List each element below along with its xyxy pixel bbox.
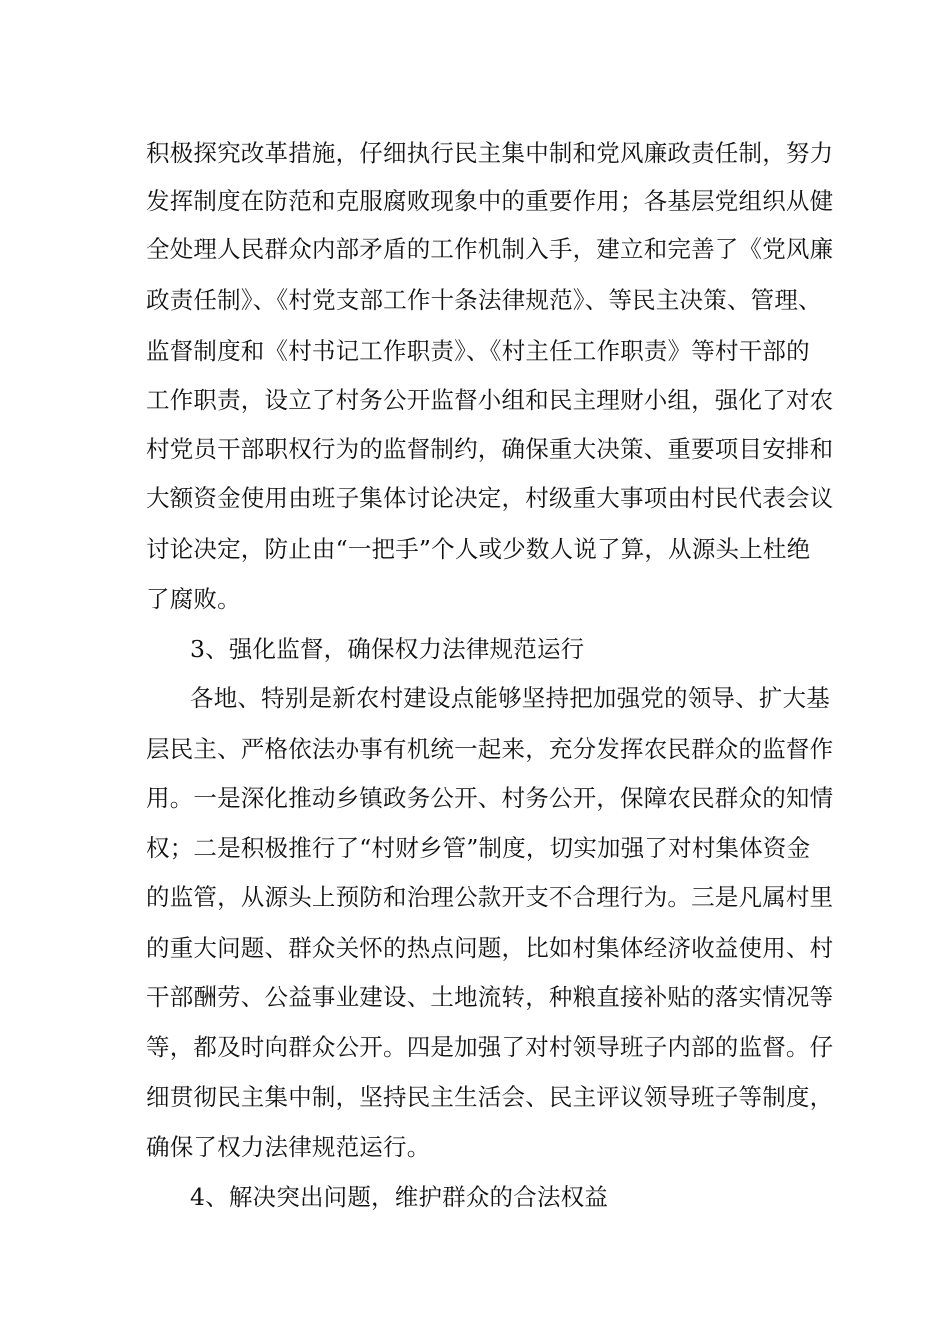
- body-text-line: 积极探究改革措施，仔细执行民主集中制和党风廉政责任制，努力: [146, 139, 834, 167]
- body-text-line: 村党员干部职权行为的监督制约，确保重大决策、重要项目安排和: [146, 435, 834, 463]
- section-heading: 4、解决突出问题，维护群众的合法权益: [190, 1183, 609, 1211]
- body-text-line: 层民主、严格依法办事有机统一起来，充分发挥农民群众的监督作: [146, 735, 834, 763]
- body-text-line: 的监管，从源头上预防和治理公款开支不合理行为。三是凡属村里: [146, 883, 834, 911]
- body-text-line: 发挥制度在防范和克服腐败现象中的重要作用；各基层党组织从健: [146, 187, 834, 215]
- body-text-line: 用。一是深化推动乡镇政务公开、村务公开，保障农民群众的知情: [146, 784, 834, 812]
- body-text-line: 等，都及时向群众公开。四是加强了对村领导班子内部的监督。仔: [146, 1033, 834, 1061]
- body-text-line: 细贯彻民主集中制，坚持民主生活会、民主评议领导班子等制度，: [146, 1083, 834, 1111]
- body-text-line: 了腐败。: [146, 585, 241, 613]
- body-text-line: 干部酬劳、公益事业建设、土地流转，种粮直接补贴的落实情况等: [146, 983, 834, 1011]
- body-text-line: 讨论决定，防止由“一把手”个人或少数人说了算，从源头上杜绝: [146, 535, 811, 563]
- body-text-line: 工作职责，设立了村务公开监督小组和民主理财小组，强化了对农: [146, 386, 834, 414]
- body-text-line: 的重大问题、群众关怀的热点问题，比如村集体经济收益使用、村: [146, 934, 834, 962]
- body-text-line: 确保了权力法律规范运行。: [146, 1133, 431, 1161]
- body-text-line: 监督制度和《村书记工作职责》、《村主任工作职责》等村干部的: [146, 337, 810, 365]
- body-text-line: 大额资金使用由班子集体讨论决定，村级重大事项由村民代表会议: [146, 484, 834, 512]
- body-text-line: 各地、特别是新农村建设点能够坚持把加强党的领导、扩大基: [190, 684, 830, 712]
- body-text-line: 政责任制》、《村党支部工作十条法律规范》、等民主决策、管理、: [146, 286, 822, 314]
- section-heading: 3、强化监督，确保权力法律规范运行: [190, 635, 585, 663]
- body-text-line: 权；二是积极推行了“村财乡管”制度，切实加强了对村集体资金: [146, 834, 811, 862]
- body-text-line: 全处理人民群众内部矛盾的工作机制入手，建立和完善了《党风廉: [146, 235, 834, 263]
